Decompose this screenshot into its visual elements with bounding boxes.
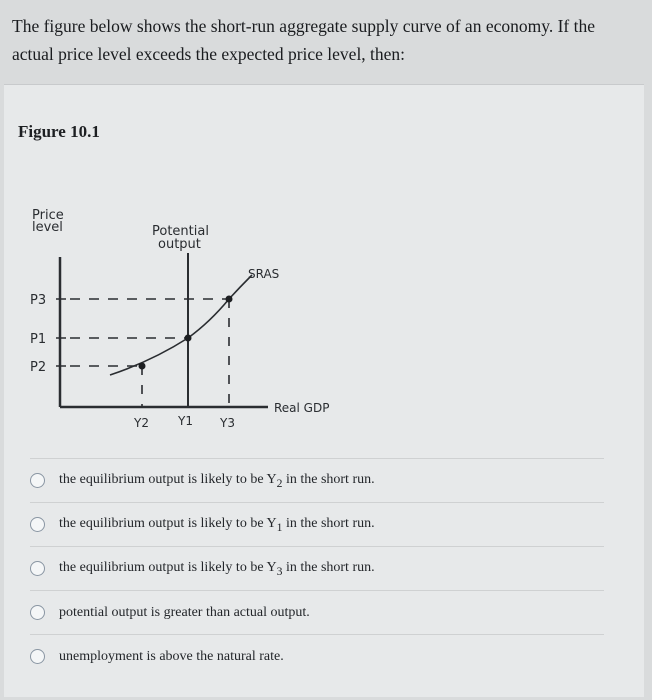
x-axis-label: Real GDP [274, 401, 330, 415]
y1-label: Y1 [178, 414, 193, 428]
sras-curve [110, 275, 252, 375]
question-text: The figure below shows the short-run aggregate supply curve of an economy. If the actual price level exceeds the expected price level, then: [12, 16, 595, 64]
radio-button[interactable] [30, 649, 45, 664]
y3-label: Y3 [220, 416, 235, 430]
radio-button[interactable] [30, 473, 45, 488]
y-axis-label-price: Price [32, 208, 64, 223]
radio-button[interactable] [30, 517, 45, 532]
answer-option-y3[interactable] [30, 546, 604, 590]
y2-label: Y2 [134, 416, 149, 430]
p3-label: P3 [30, 293, 47, 308]
p1-label: P1 [30, 332, 47, 347]
option-label: the equilibrium output is likely to be $Y_3$ in the short run. [59, 559, 375, 578]
answer-option-unemployment[interactable] [30, 634, 604, 678]
option-label: unemployment is above the natural rate. [59, 648, 284, 664]
radio-button[interactable] [30, 561, 45, 576]
point-y1-p1 [185, 335, 192, 342]
figure-title: Figure 10.1 [18, 122, 100, 141]
option-label: the equilibrium output is likely to be $Y_1$ in the short run. [59, 515, 375, 534]
point-y3-p3 [226, 296, 233, 303]
p2-label: P2 [30, 360, 47, 375]
point-y2-p2 [139, 363, 146, 370]
potential-output-label-2: output [158, 237, 201, 252]
radio-button[interactable] [30, 605, 45, 620]
sras-label: SRAS [248, 267, 280, 281]
y-axis-label-level: level [32, 220, 63, 235]
answer-options [30, 458, 604, 678]
sras-figure [22, 195, 342, 435]
answer-option-y2[interactable] [30, 458, 604, 502]
answer-option-potential-greater[interactable] [30, 590, 604, 634]
option-label: potential output is greater than actual output. [59, 604, 310, 620]
potential-output-label-1: Potential [152, 224, 209, 239]
answer-option-y1[interactable] [30, 502, 604, 546]
option-label: the equilibrium output is likely to be $Y_2$ in the short run. [59, 471, 375, 490]
